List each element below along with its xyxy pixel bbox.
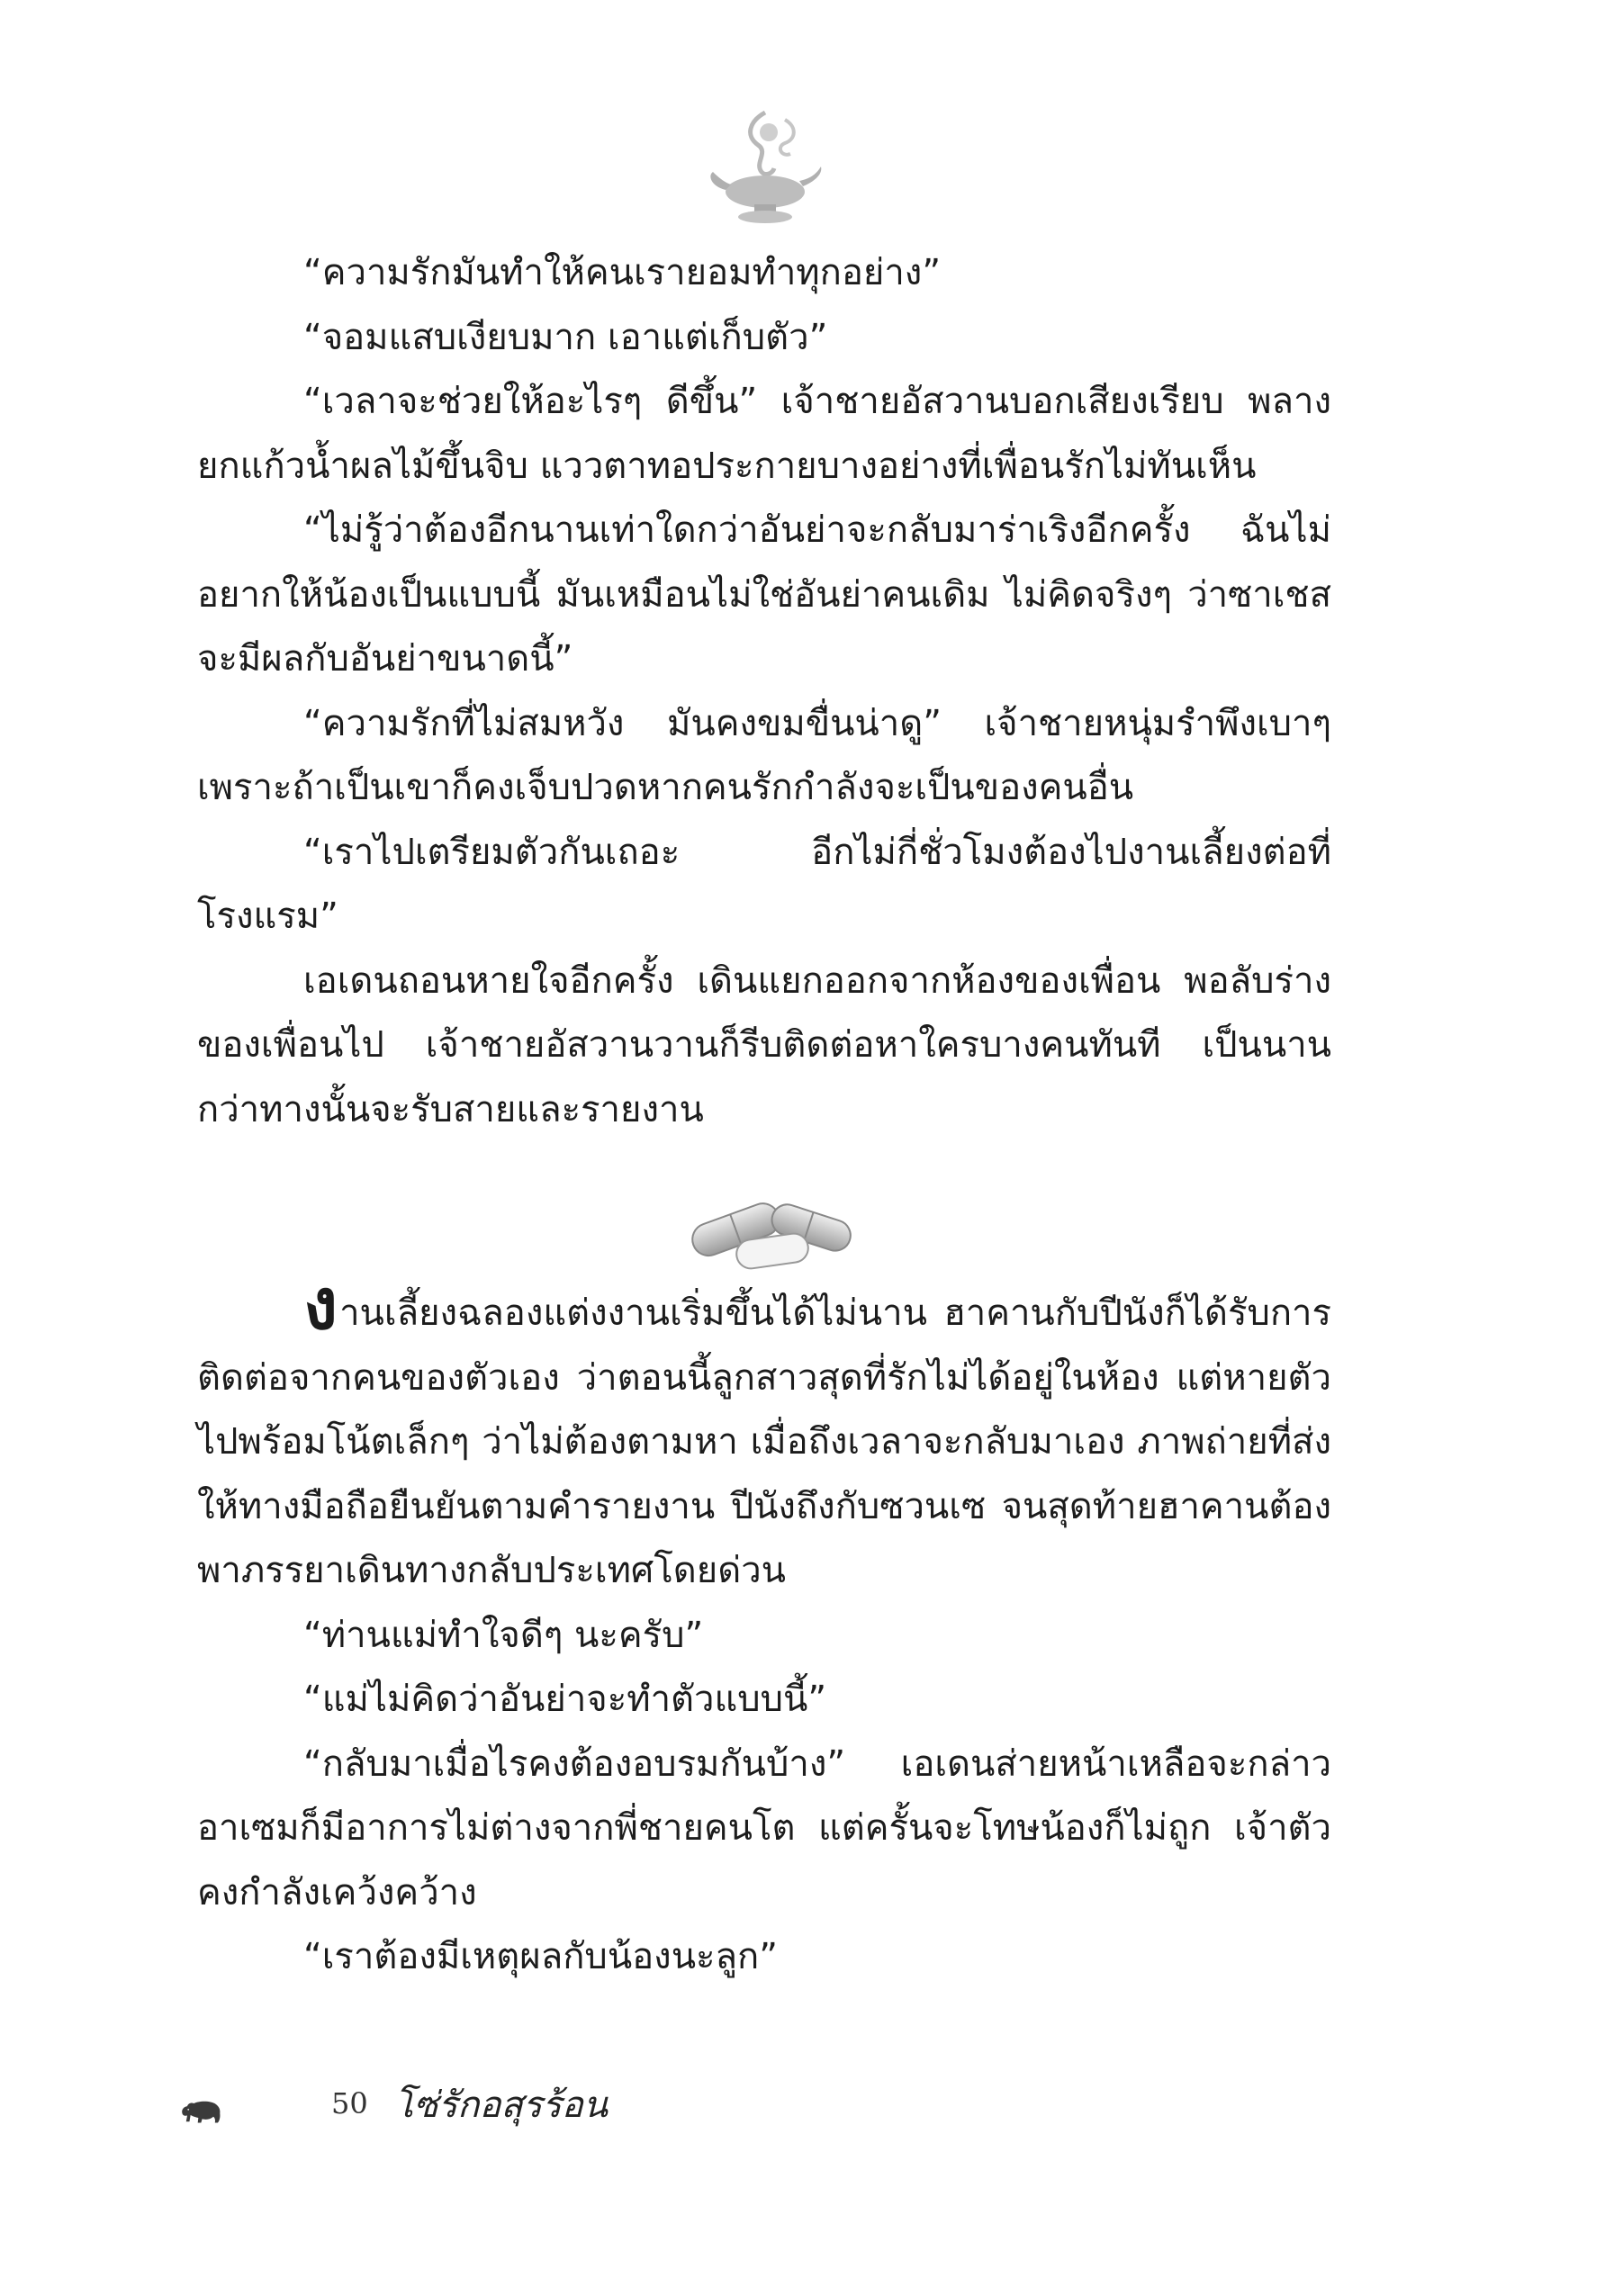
page-number: 50 [331,2086,368,2120]
paragraph: “กลับมาเมื่อไรคงต้องอบรมกันบ้าง” เอเดนส่ายหน้าเหลือจะกล่าว อาเซมก็มีอาการไม่ต่างจากพี่ชายคนโต แต่ครั้นจะโทษน้องก็ไม่ถูก เจ้าตัวคงกำลังเคว้งคว้าง [197,1742,1331,1913]
paragraph: “แม่ไม่คิดว่าอันย่าจะทำตัวแบบนี้” [303,1679,827,1720]
paragraph: “ความรักมันทำให้คนเรายอมทำทุกอย่าง” [303,252,942,293]
dropcap-paragraph-text: านเลี้ยงฉลองแต่งงานเริ่มขึ้นได้ไม่นาน ฮาคานกับปีนังก็ได้รับการติดต่อจากคนของตัวเอง ว่าตอนนี้ลูกสาวสุดที่รักไม่ได้อยู่ในห้อง แต่หายตัวไปพร้อมโน้ตเล็กๆ ว่าไม่ต้องตามหา เมื่อถึงเวลาจะกลับมาเอง ภาพถ่ายที่ส่งให้ทางมือถือยืนยันตามคำรายงาน ปีนังถึงกับซวนเซ จนสุดท้ายฮาคานต้องพาภรรยาเดินทางกลับประเทศโดยด่วน [197,1292,1331,1591]
paragraph: เอเดนถอนหายใจอีกครั้ง เดินแยกออกจากห้องของเพื่อน พอลับร่างของเพื่อนไป เจ้าชายอัสวานวานก็รีบติดต่อหาใครบางคนทันที เป็นนานกว่าทางนั้นจะรับสายและรายงาน [197,959,1331,1130]
dropcap-paragraph [197,1265,1331,1604]
paragraph: “จอมแสบเงียบมาก เอาแต่เก็บตัว” [303,316,828,358]
genie-lamp-icon [702,104,828,239]
book-title: โซ่รักอสุรร้อน [394,2084,609,2126]
panther-icon [180,2061,324,2160]
paragraph: “เราไปเตรียมตัวกันเถอะ อีกไม่กี่ชั่วโมงต้องไปงานเลี้ยงต่อที่โรงแรม” [197,831,1331,937]
capsule-pills-icon [673,1186,862,1276]
paragraph: “ไม่รู้ว่าต้องอีกนานเท่าใดกว่าอันย่าจะกลับมาร่าเริงอีกครั้ง ฉันไม่อยากให้น้องเป็นแบบนี้ มันเหมือนไม่ใช่อันย่าคนเดิม ไม่คิดจริงๆ ว่าซาเชสจะมีผลกับอันย่าขนาดนี้” [197,509,1331,680]
paragraph: “ความรักที่ไม่สมหวัง มันคงขมขื่นน่าดู” เจ้าชายหนุ่มรำพึงเบาๆ เพราะถ้าเป็นเขาก็คงเจ็บปวดหากคนรักกำลังจะเป็นของคนอื่น [197,702,1331,808]
drop-cap: ง [303,1265,338,1346]
paragraph: “เวลาจะช่วยให้อะไรๆ ดีขึ้น” เจ้าชายอัสวานบอกเสียงเรียบ พลางยกแก้วน้ำผลไม้ขึ้นจิบ แววตาทอประกายบางอย่างที่เพื่อนรักไม่ทันเห็น [197,381,1331,487]
story-text-top [197,241,1331,1142]
paragraph: “เราต้องมีเหตุผลกับน้องนะลูก” [303,1936,778,1977]
story-text-bottom [197,1265,1331,1990]
paragraph: “ท่านแม่ทำใจดีๆ นะครับ” [303,1614,704,1656]
